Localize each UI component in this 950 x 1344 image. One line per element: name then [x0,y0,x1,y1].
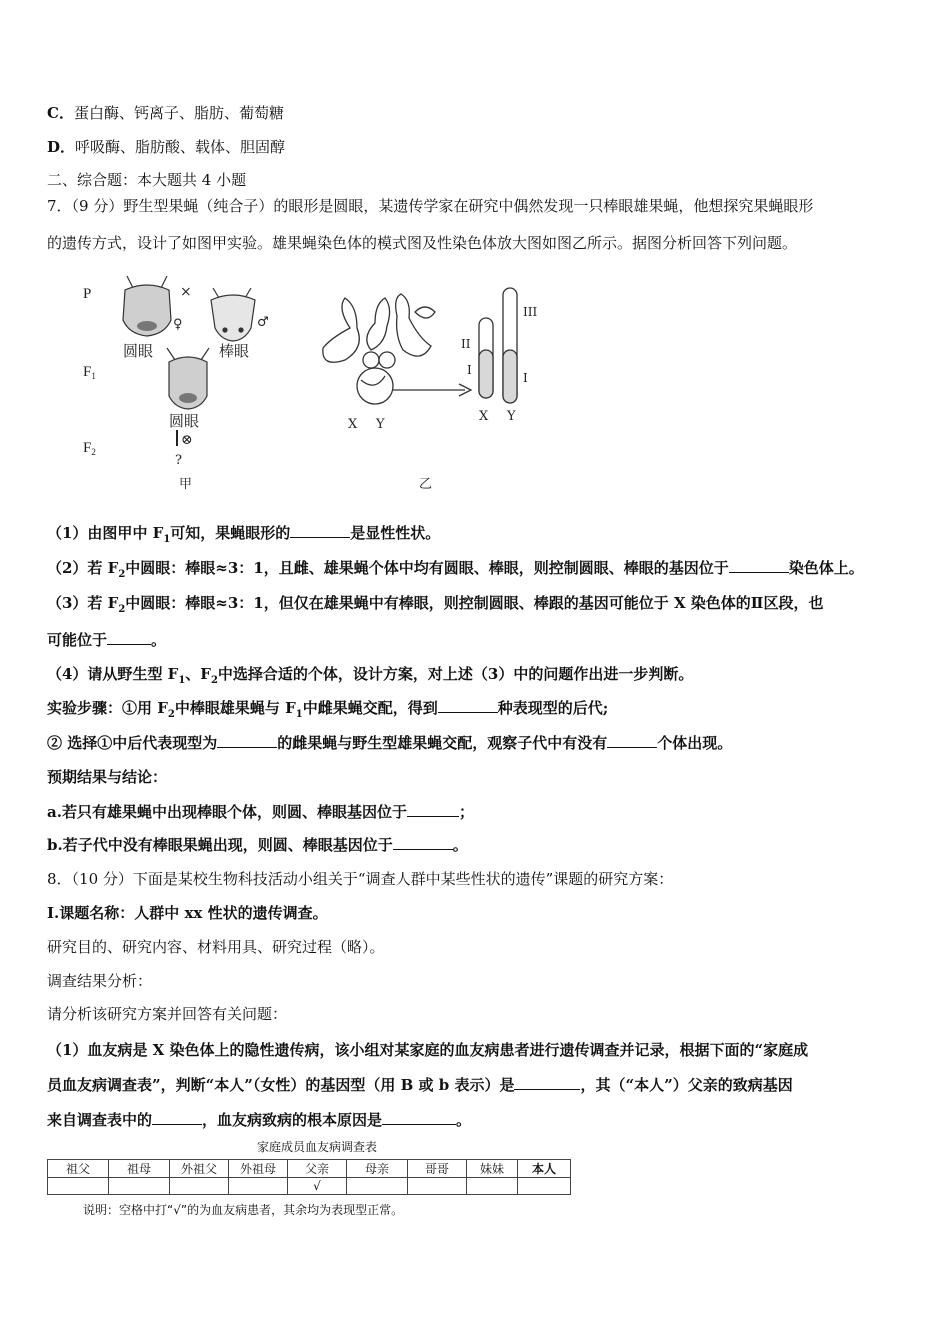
q8-intro: 8．（10 分）下面是某校生物科技活动小组关于“调查人群中某些性状的遗传”课题的研究方案： [47,870,674,888]
q8-ask: 请分析该研究方案并回答有关问题： [47,1005,288,1023]
chrom-y-label: Y [376,417,385,432]
q7-figure [75,268,555,498]
question-mark: ? [175,453,182,468]
q7-part2: （2）若 $F_2$中圆眼：棒眼≈3：1，且雌、雄果蝇个体中均有圆眼、棒眼，则控制圆眼、棒眼的基因位于 染色体上。 [47,559,864,580]
survey-table-note: 说明：空格中打“√”的为血友病患者，其余均为表现型正常。 [83,1203,404,1217]
answer-blank[interactable] [438,698,498,713]
table-cell [109,1178,170,1195]
table-cell [408,1178,467,1195]
q7-expect-title: 预期结果与结论： [47,768,168,786]
enlarged-x-label: X [479,409,489,424]
female-symbol: ♀ [173,317,183,332]
label-yi: 乙 [419,477,433,492]
q7-part3-cont: 可能位于 。 [47,631,167,649]
table-cell: √ [288,1178,347,1195]
self-cross-symbol: ⊗ [181,432,193,448]
q8-analysis: 调查结果分析： [47,972,153,990]
q8-part1-line2: 员血友病调查表”，判断“本人”（女性）的基因型（用 B 或 b 表示）是 ，其（“本人”）父亲的致病基因 [47,1076,793,1094]
bar-eye-label: 棒眼 [219,342,250,360]
q7-part4: （4）请从野生型 $F_1$、$F_2$中选择合适的个体，设计方案，对上述（3）中的问题作出进一步判断。 [47,665,694,686]
enlarged-y-label: Y [507,409,516,424]
label-f1: $F_1$ [83,364,96,381]
table-header-cell: 父亲 [288,1160,347,1178]
region-i-right-label: I [523,371,528,385]
table-header-cell: 外祖父 [170,1160,229,1178]
region-ii-label: II [461,337,471,351]
table-header-cell: 母亲 [347,1160,408,1178]
table-cell [229,1178,288,1195]
arrow-icon [393,384,471,396]
q7-intro-line2: 的遗传方式，设计了如图甲实验。雄果蝇染色体的模式图及性染色体放大图如图乙所示。据图分析回答下列问题。 [47,234,798,252]
option-c: C．蛋白酶、钙离子、脂肪、葡萄糖 [47,104,284,122]
answer-blank[interactable] [407,802,459,817]
q7-result-a: a.若只有雄果蝇中出现棒眼个体，则圆、棒眼基因位于 ； [47,803,474,821]
f1-round-eye-label: 圆眼 [169,412,200,430]
table-header-cell: 本人 [518,1160,571,1178]
karyotype-diagram [323,294,435,404]
enlarged-x-chromosome [479,318,493,398]
male-symbol: ♂ [257,315,269,330]
survey-table-block [47,1138,587,1218]
round-eye-label: 圆眼 [123,342,154,360]
survey-table [47,1159,571,1195]
q8-topic: I.课题名称：人群中 xx 性状的遗传调查。 [47,904,328,922]
label-p: P [83,286,92,302]
q7-part3: （3）若 $F_2$中圆眼：棒眼≈3：1，但仅在雄果蝇中有棒眼，则控制圆眼、棒跟的基因可能位于 X 染色体的Ⅱ区段，也 [47,594,824,615]
q7-step2: ② 选择①中后代表现型为 的雌果蝇与野生型雄果蝇交配，观察子代中有没有 个体出现。 [47,734,733,752]
f1-fly-icon [167,348,209,409]
region-iii-label: III [523,305,538,319]
table-cell [518,1178,571,1195]
survey-table-title: 家庭成员血友病调查表 [256,1140,377,1154]
option-d: D．呼吸酶、脂肪酸、载体、胆固醇 [47,138,286,156]
male-fly-icon [211,288,255,341]
answer-blank[interactable] [729,558,789,573]
female-fly-icon [123,276,171,336]
answer-blank[interactable] [107,630,151,645]
answer-blank[interactable] [152,1110,202,1125]
table-header-cell: 祖母 [109,1160,170,1178]
q7-part1: （1）由图甲中 $F_1$可知，果蝇眼形的 是显性性状。 [47,524,441,545]
answer-blank[interactable] [607,733,657,748]
cross-symbol: × [180,284,192,300]
q8-purpose: 研究目的、研究内容、材料用具、研究过程（略）。 [47,938,385,956]
table-header-cell: 妹妹 [467,1160,518,1178]
section-title: 二、综合题：本大题共 4 小题 [47,171,247,189]
table-header-cell: 哥哥 [408,1160,467,1178]
label-jia: 甲 [179,477,193,492]
q7-result-b: b.若子代中没有棒眼果蝇出现，则圆、棒眼基因位于 。 [47,836,468,854]
table-header-cell: 外祖母 [229,1160,288,1178]
answer-blank[interactable] [290,523,350,538]
table-cell [48,1178,109,1195]
region-i-left-label: I [467,363,472,377]
table-row [48,1178,571,1195]
table-header-row [48,1160,571,1178]
chrom-x-label: X [348,417,358,432]
table-cell [467,1178,518,1195]
q8-part1-line1: （1）血友病是 X 染色体上的隐性遗传病，该小组对某家庭的血友病患者进行遗传调查并记录，根据下面的“家庭成 [47,1041,809,1059]
answer-blank[interactable] [393,835,453,850]
label-f2: $F_2$ [83,440,96,457]
q8-part1-line3: 来自调查表中的 ，血友病致病的根本原因是 。 [47,1111,472,1129]
enlarged-y-chromosome [503,288,517,403]
q7-intro-line1: 7．（9 分）野生型果蝇（纯合子）的眼形是圆眼，某遗传学家在研究中偶然发现一只棒眼雄果蝇，他想探究果蝇眼形 [47,197,814,215]
answer-blank[interactable] [514,1075,580,1090]
table-header-cell: 祖父 [48,1160,109,1178]
table-cell [347,1178,408,1195]
answer-blank[interactable] [382,1110,456,1125]
answer-blank[interactable] [217,733,277,748]
table-cell [170,1178,229,1195]
q7-step1: 实验步骤：①用 $F_2$中棒眼雄果蝇与 $F_1$中雌果蝇交配，得到 种表现型的后代; [47,699,609,720]
